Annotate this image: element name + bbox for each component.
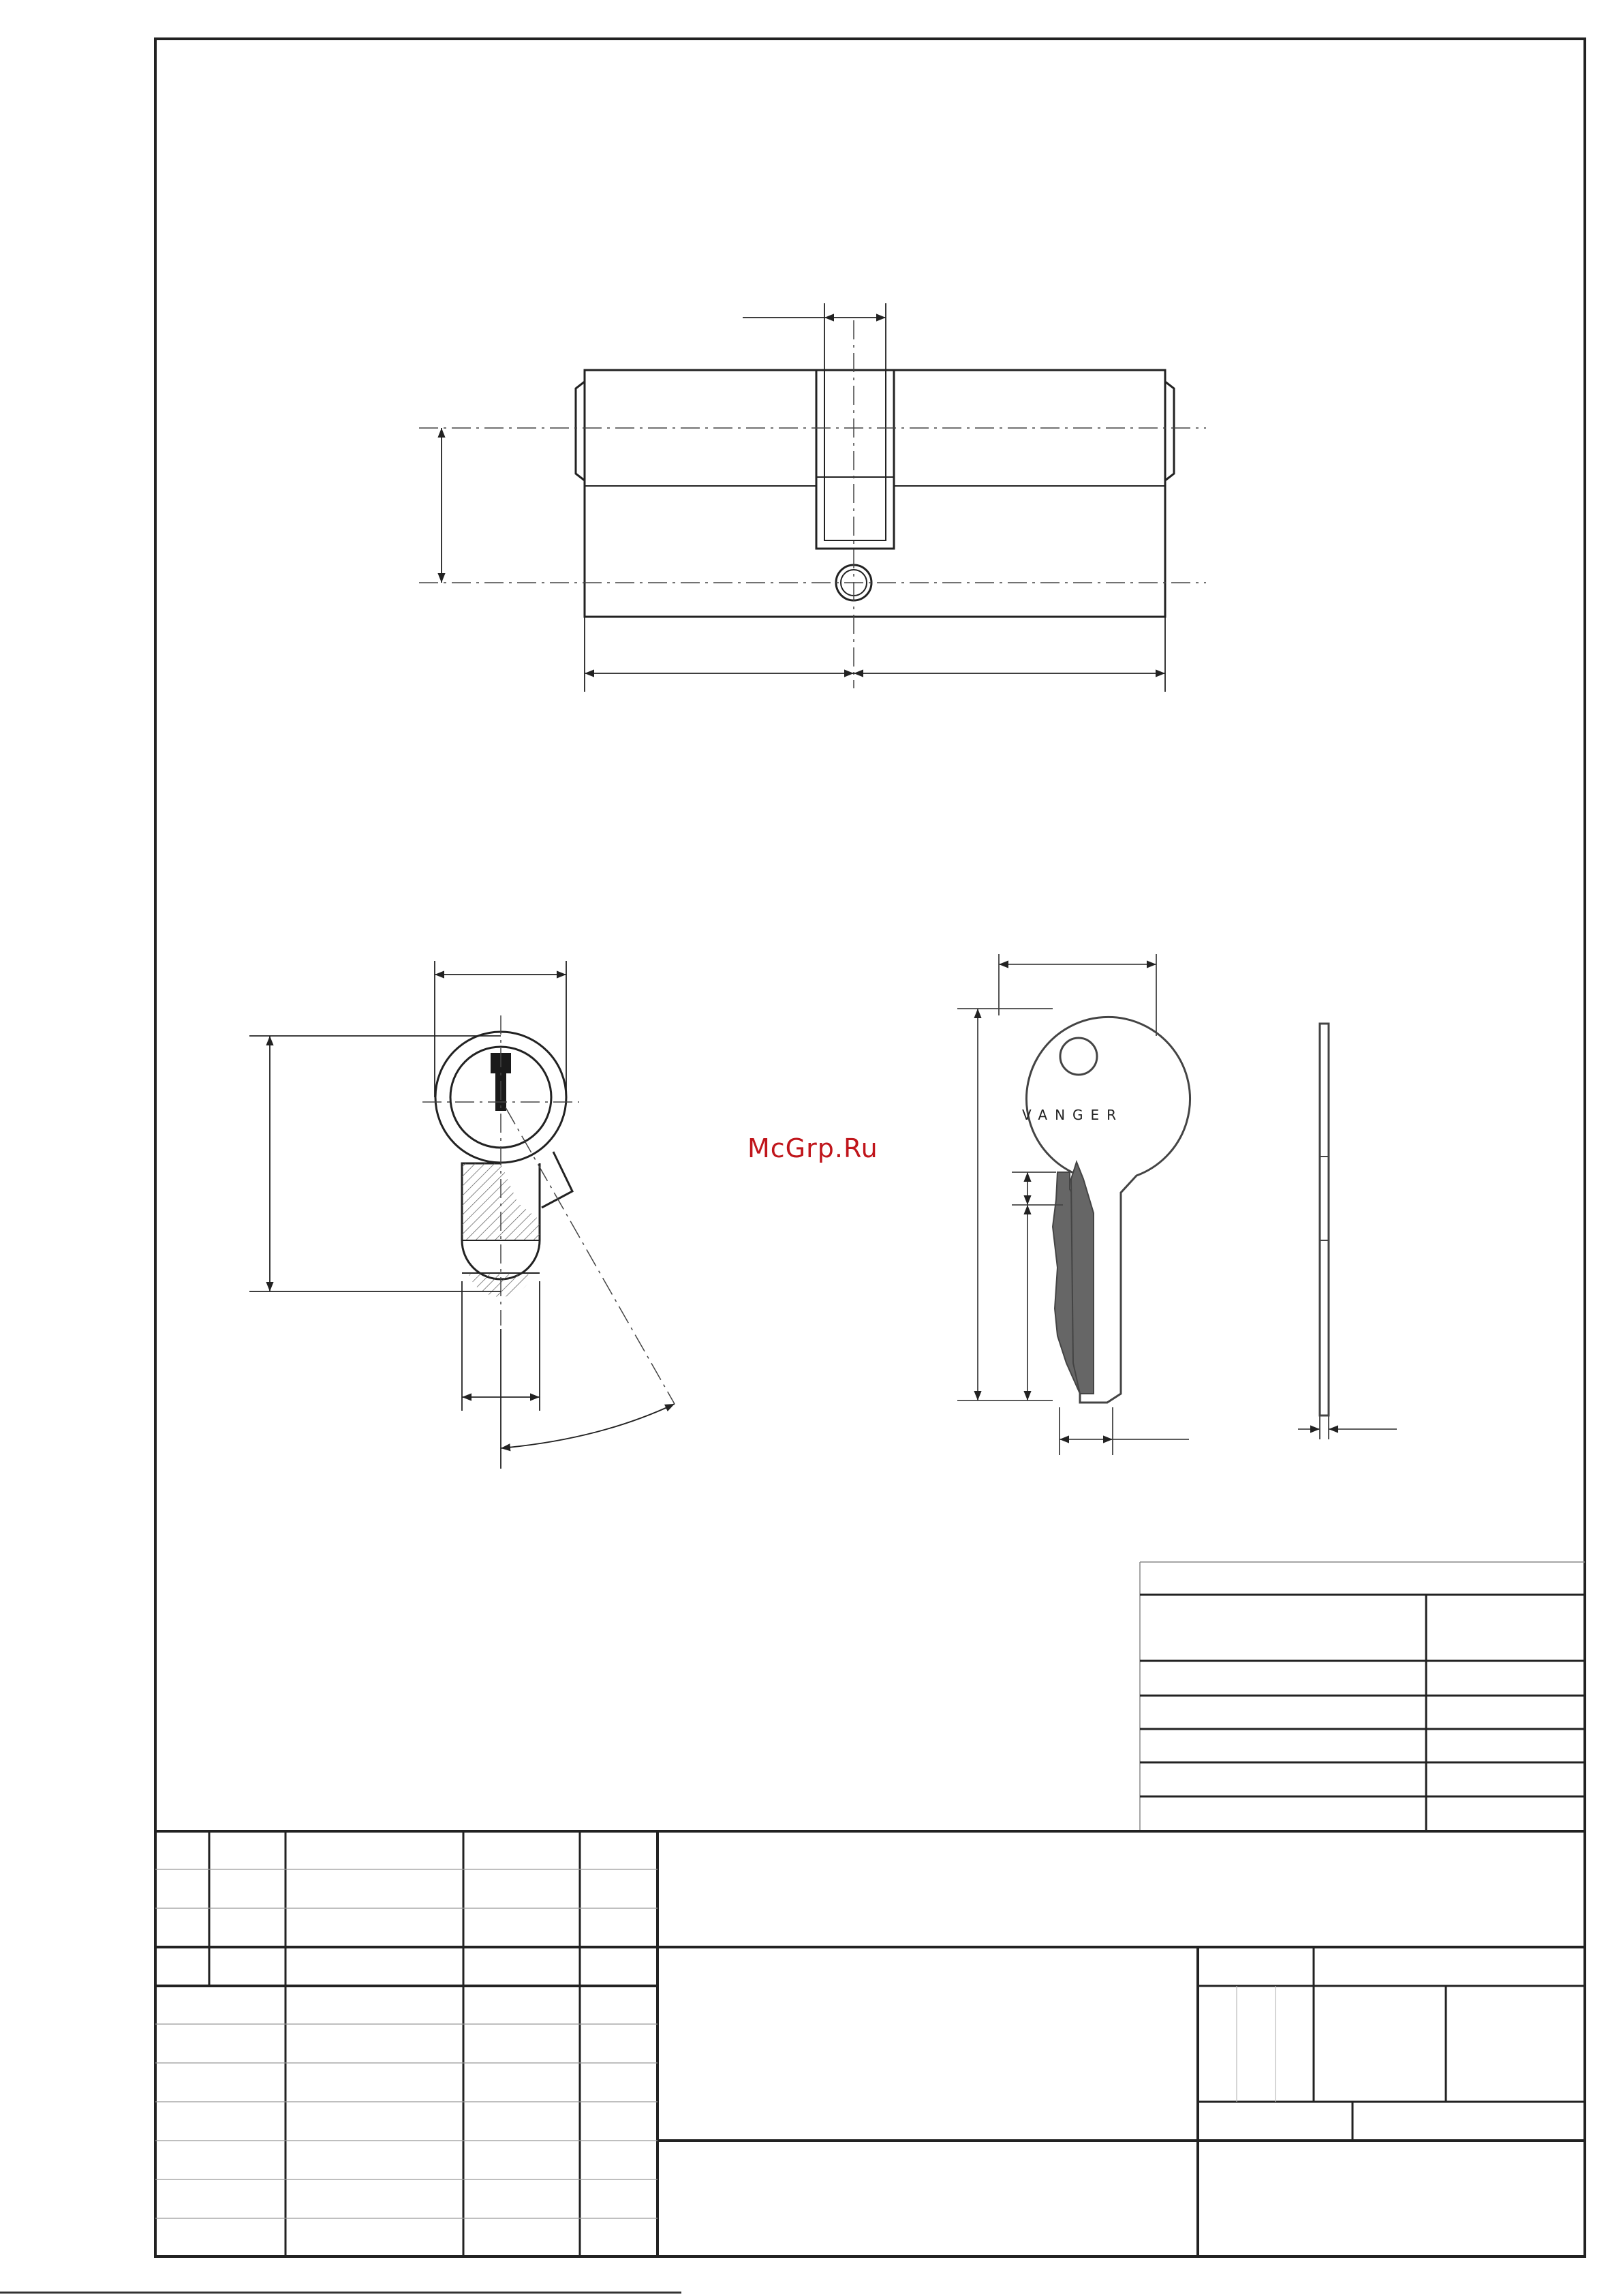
cylinder-side-profile <box>435 1032 572 1297</box>
spec-table <box>1140 1562 1585 1831</box>
key-side-view <box>1320 1024 1329 1415</box>
title-block <box>155 1831 1585 2256</box>
key-drawing <box>1022 1017 1190 1403</box>
key-thickness-dimension <box>1298 1415 1397 1439</box>
cylinder-dimensions <box>442 303 1165 692</box>
watermark-text: McGrp.Ru <box>747 1133 878 1163</box>
cylinder-centerlines <box>419 320 1206 688</box>
key-brand-text: VANGER <box>1022 1107 1124 1123</box>
cylinder-front-view <box>576 370 1174 617</box>
